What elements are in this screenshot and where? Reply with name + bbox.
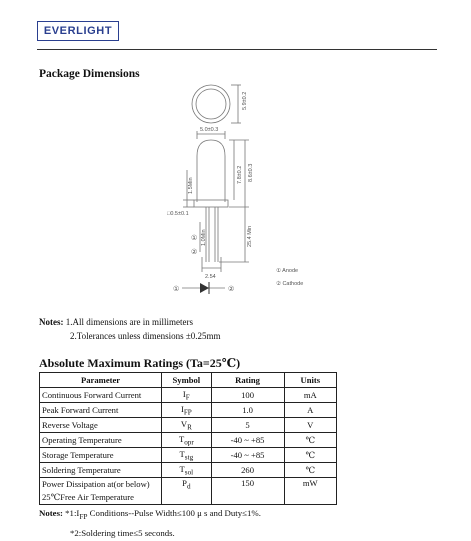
symbol-pin1: ① (173, 286, 180, 293)
led-lens-outline (197, 140, 225, 202)
rating-cell: -40 ~ +85 (211, 433, 284, 448)
param-cell: Peak Forward Current (40, 403, 162, 418)
param-cell: Continuous Forward Current (40, 388, 162, 403)
table-row (40, 448, 337, 463)
table-row (40, 403, 337, 418)
header-divider (37, 49, 437, 50)
unit-cell: ℃ (284, 433, 336, 448)
param-cell: Power Dissipation at(or below) 25℃Free Air Temperature (40, 478, 162, 505)
top-view-circle (192, 85, 230, 123)
symbol-cell: $T_{stg}$ (162, 448, 211, 463)
table-row (40, 478, 337, 505)
header-rating: Rating (211, 373, 284, 388)
pin2-label: ② (191, 249, 198, 256)
rating-cell: 5 (211, 418, 284, 433)
header-symbol: Symbol (162, 373, 211, 388)
symbol-pin2: ② (228, 286, 235, 293)
brand-name: EVERLIGHT (43, 25, 113, 37)
dim-top-width: 5.0±0.3 (200, 127, 219, 133)
package-title: Package Dimensions (39, 68, 140, 80)
unit-cell: ℃ (284, 448, 336, 463)
package-drawing (145, 82, 320, 304)
symbol-cell: $I_F$ (162, 388, 211, 403)
dim-lens-height: 8.6±0.3 (248, 163, 254, 182)
param-cell: Soldering Temperature (40, 463, 162, 478)
note-1: 1.All dimensions are in millimeters (65, 317, 193, 327)
table-row (40, 463, 337, 478)
dim-lead-length: 25.4 Min (247, 225, 253, 247)
notes-label: Notes: (39, 317, 64, 327)
symbol-cell: $V_R$ (162, 418, 211, 433)
legend-cathode: ② Cathode (276, 281, 304, 287)
symbol-cell: $T_{sol}$ (162, 463, 211, 478)
param-cell: Reverse Voltage (40, 418, 162, 433)
param-cell: Storage Temperature (40, 448, 162, 463)
ratings-header-row (40, 373, 337, 388)
unit-cell: mW (284, 478, 336, 505)
dim-flange: 1.5Min (188, 177, 194, 194)
rating-cell: 100 (211, 388, 284, 403)
unit-cell: ℃ (284, 463, 336, 478)
ratings-note-2: *2:Soldering time≤5 seconds. (70, 527, 175, 538)
dim-gap: 1.0Min (201, 229, 207, 246)
legend-anode: ① Anode (276, 268, 299, 274)
rating-cell: 150 (211, 478, 284, 505)
dim-lens-diameter: 5.9±0.2 (242, 91, 248, 110)
unit-cell: mA (284, 388, 336, 403)
ratings-note-1: $*1:I_{FP}$ Conditions--Pulse Width≤100 μ s and Duty≤1%. (65, 508, 261, 521)
table-row (40, 418, 337, 433)
header-parameter: Parameter (40, 373, 162, 388)
param-cell: Operating Temperature (40, 433, 162, 448)
led-flange (194, 200, 228, 207)
diode-symbol-icon (200, 283, 209, 293)
rating-cell: 1.0 (211, 403, 284, 418)
top-view-inner-circle (196, 89, 226, 119)
table-row (40, 388, 337, 403)
brand-logo (37, 21, 119, 41)
unit-cell: A (284, 403, 336, 418)
ratings-title: Absolute Maximum Ratings (Ta=25℃) (39, 356, 241, 370)
dim-body-height: 7.8±0.2 (237, 165, 243, 184)
dim-lead-square: □0.5±0.1 (167, 211, 189, 217)
package-notes (39, 315, 221, 343)
note-2: 2.Tolerances unless dimensions ±0.25mm (70, 331, 221, 341)
ratings-notes (39, 505, 261, 541)
ratings-notes-label: Notes: (39, 508, 63, 518)
symbol-cell: $T_{opr}$ (162, 433, 211, 448)
rating-cell: 260 (211, 463, 284, 478)
pin1-label: ① (191, 235, 198, 242)
rating-cell: -40 ~ +85 (211, 448, 284, 463)
symbol-cell: $P_d$ (162, 478, 211, 505)
header-units: Units (284, 373, 336, 388)
table-row (40, 433, 337, 448)
dim-pitch: 2.54 (205, 274, 216, 280)
symbol-cell: $I_{FP}$ (162, 403, 211, 418)
ratings-table (39, 372, 337, 505)
unit-cell: V (284, 418, 336, 433)
